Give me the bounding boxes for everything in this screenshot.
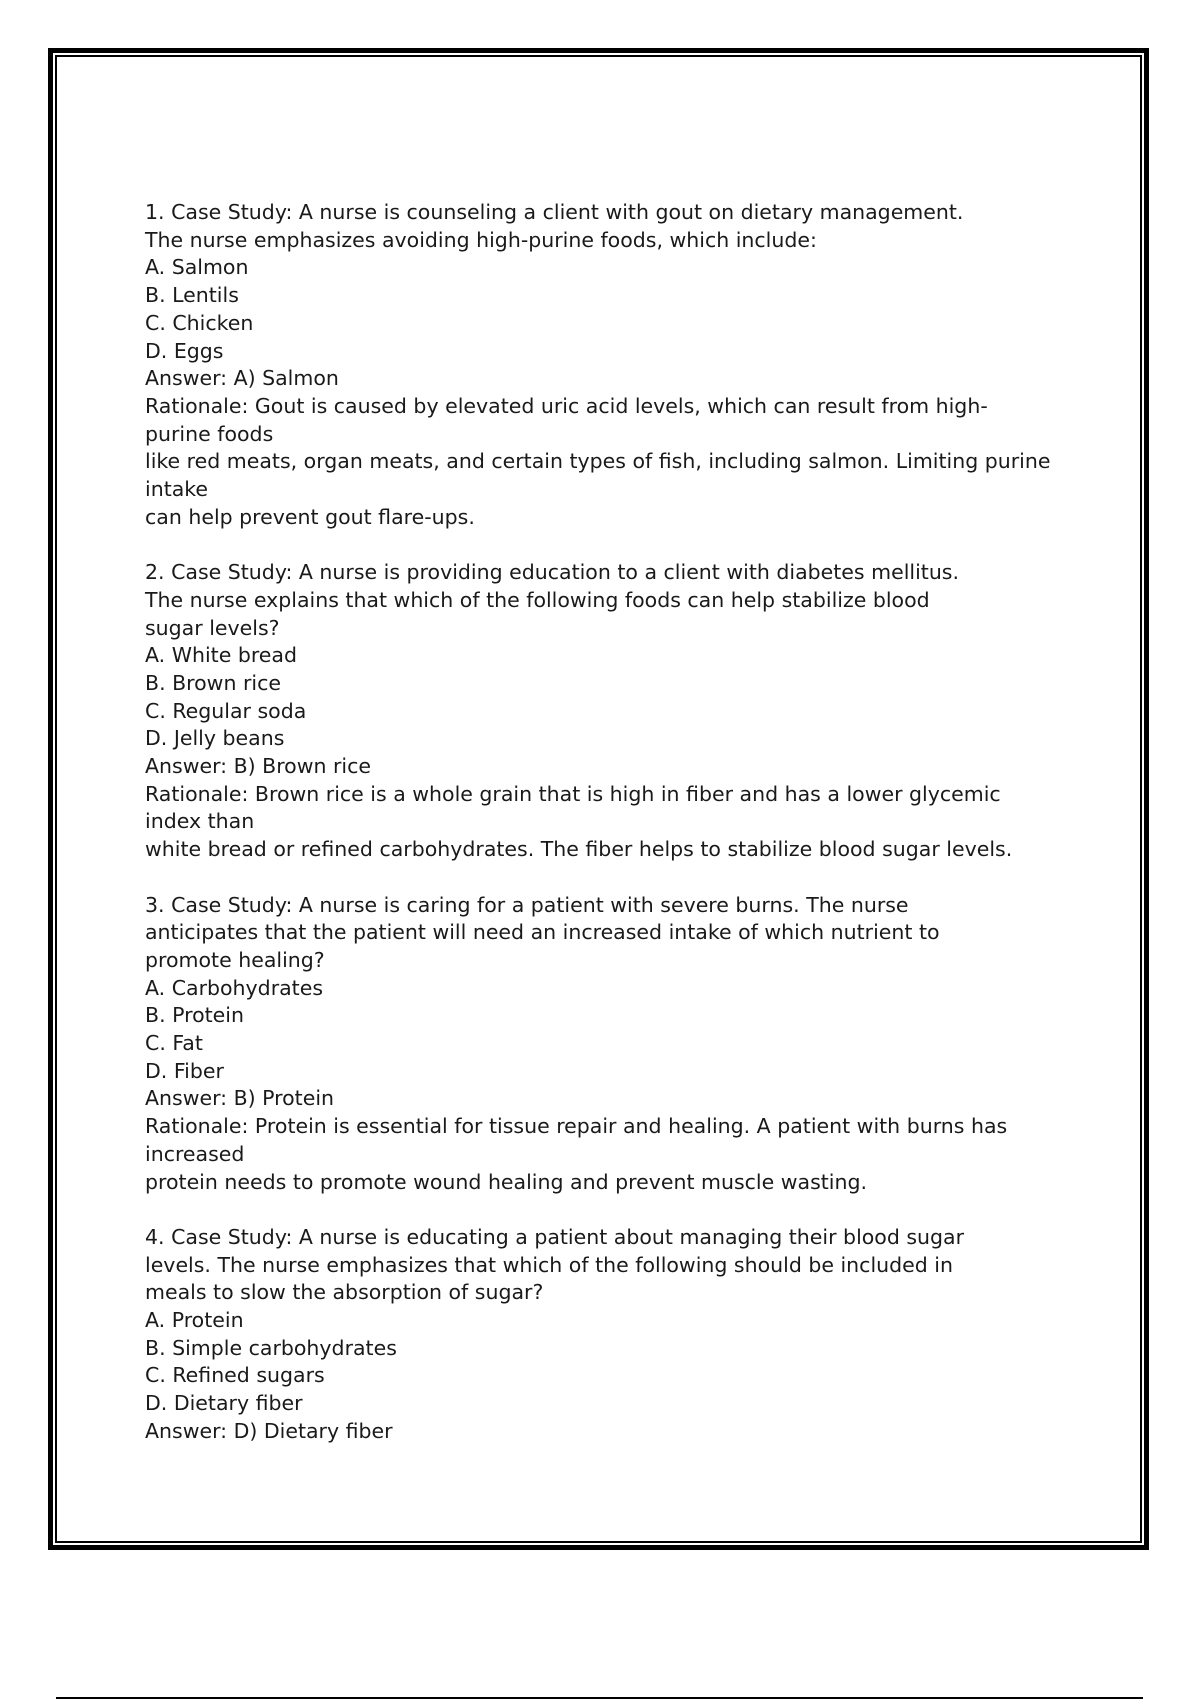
answer-option: A. Salmon: [145, 255, 249, 280]
rationale-line: intake: [145, 477, 209, 502]
answer-option: B. Lentils: [145, 283, 239, 308]
answer-option: C. Refined sugars: [145, 1363, 325, 1388]
question-stem-line: 4. Case Study: A nurse is educating a patient about managing their blood sugar: [145, 1224, 965, 1249]
rationale-line: like red meats, organ meats, and certain types of fish, including salmon. Limiting purine: [145, 449, 1051, 474]
footer-divider: [56, 1697, 1143, 1699]
rationale-line: Rationale: Brown rice is a whole grain that is high in fiber and has a lower glycemic: [145, 781, 1001, 806]
rationale-line: can help prevent gout flare-ups.: [145, 504, 475, 529]
answer-option: D. Fiber: [145, 1058, 224, 1083]
answer-option: A. Carbohydrates: [145, 975, 324, 1000]
question-stem-line: sugar levels?: [145, 615, 280, 640]
answer-option: D. Dietary fiber: [145, 1391, 303, 1416]
question-stem-line: levels. The nurse emphasizes that which of the following should be included in: [145, 1252, 953, 1277]
rationale-line: purine foods: [145, 421, 274, 446]
rationale-line: Rationale: Gout is caused by elevated uric acid levels, which can result from high-: [145, 393, 988, 418]
answer-option: B. Simple carbohydrates: [145, 1335, 397, 1360]
question-stem-line: The nurse explains that which of the following foods can help stabilize blood: [145, 587, 930, 612]
question-4: [145, 1224, 1105, 1446]
rationale-line: Rationale: Protein is essential for tissue repair and healing. A patient with burns has: [145, 1114, 1008, 1139]
question-list: [145, 199, 1105, 1473]
question-stem-line: The nurse emphasizes avoiding high-purine foods, which include:: [145, 227, 817, 252]
question-stem-line: anticipates that the patient will need an increased intake of which nutrient to: [145, 920, 940, 945]
correct-answer: Answer: B) Protein: [145, 1086, 335, 1111]
answer-option: D. Eggs: [145, 338, 224, 363]
answer-option: B. Brown rice: [145, 670, 281, 695]
question-stem-line: 3. Case Study: A nurse is caring for a patient with severe burns. The nurse: [145, 892, 909, 917]
question-stem-line: 2. Case Study: A nurse is providing education to a client with diabetes mellitus.: [145, 560, 960, 585]
question-stem-line: meals to slow the absorption of sugar?: [145, 1280, 544, 1305]
answer-option: A. Protein: [145, 1308, 244, 1333]
answer-option: C. Fat: [145, 1031, 203, 1056]
question-2: [145, 559, 1105, 864]
answer-option: B. Protein: [145, 1003, 244, 1028]
answer-option: C. Chicken: [145, 310, 254, 335]
rationale-line: white bread or refined carbohydrates. The fiber helps to stabilize blood sugar levels.: [145, 837, 1013, 862]
correct-answer: Answer: B) Brown rice: [145, 754, 372, 779]
answer-option: D. Jelly beans: [145, 726, 285, 751]
rationale-line: protein needs to promote wound healing and prevent muscle wasting.: [145, 1169, 868, 1194]
question-stem-line: 1. Case Study: A nurse is counseling a client with gout on dietary management.: [145, 200, 964, 224]
answer-option: A. White bread: [145, 643, 297, 668]
answer-option: C. Regular soda: [145, 698, 307, 723]
question-1: [145, 199, 1105, 531]
correct-answer: Answer: D) Dietary fiber: [145, 1418, 393, 1443]
question-3: [145, 892, 1105, 1197]
correct-answer: Answer: A) Salmon: [145, 366, 339, 391]
rationale-line: index than: [145, 809, 255, 834]
question-stem-line: promote healing?: [145, 947, 325, 972]
rationale-line: increased: [145, 1141, 245, 1166]
